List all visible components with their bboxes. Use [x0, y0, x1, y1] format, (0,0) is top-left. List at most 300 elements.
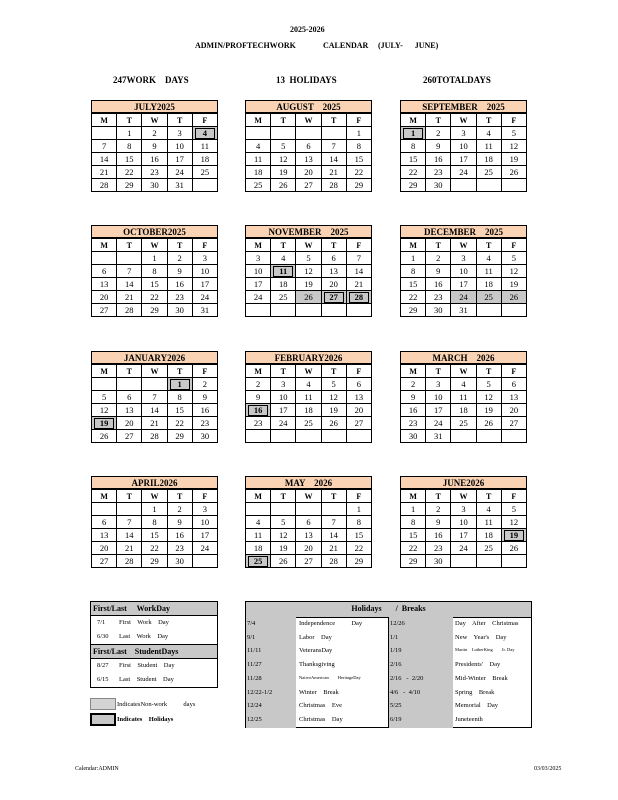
day-cell [92, 417, 117, 430]
day-cell: 14 [117, 278, 142, 291]
day-cell: 19 [296, 278, 321, 291]
day-cell: 10 [167, 140, 192, 153]
day-cell: 13 [117, 404, 142, 417]
day-cell: 14 [321, 153, 346, 166]
day-cell: 8 [346, 140, 371, 153]
day-cell: 13 [346, 391, 371, 404]
day-cell: 6 [346, 378, 371, 391]
day-cell: 24 [451, 291, 476, 304]
day-cell: 5 [271, 140, 296, 153]
day-cell: 11 [451, 391, 476, 404]
day-cell: 5 [476, 378, 501, 391]
break-date: 9/1 [247, 633, 256, 641]
day-cell: 27 [117, 430, 142, 443]
day-cell [92, 378, 117, 391]
day-cell: 20 [501, 404, 526, 417]
holiday-legend-swatch [90, 713, 116, 726]
day-cell: 9 [167, 516, 192, 529]
month-name: JANUARY2026 [91, 351, 218, 364]
day-cell: 31 [451, 304, 476, 317]
day-cell: 27 [346, 417, 371, 430]
day-cell: 18 [246, 542, 271, 555]
weekday-header: T [476, 365, 501, 378]
day-cell: 21 [321, 166, 346, 179]
student-label: Last Student Day [119, 676, 174, 683]
day-cell: 2 [246, 378, 271, 391]
day-cell: 9 [401, 391, 426, 404]
student-date: 6/15 [97, 676, 109, 683]
break-date: 7/4 [247, 620, 256, 627]
break-name: Presidents' Day [455, 661, 501, 669]
day-cell: 17 [451, 153, 476, 166]
breaks-right-dates-bg [389, 617, 453, 728]
day-cell: 23 [167, 542, 192, 555]
day-cell: 28 [321, 555, 346, 568]
day-cell: 12 [321, 391, 346, 404]
day-cell: 2 [401, 378, 426, 391]
day-cell: 19 [321, 404, 346, 417]
day-cell: 6 [321, 252, 346, 265]
day-cell: 10 [271, 391, 296, 404]
day-cell: 12 [271, 529, 296, 542]
day-cell: 29 [346, 555, 371, 568]
holiday-day: 19 [94, 418, 114, 429]
month-name: AUGUST 2025 [245, 100, 372, 113]
break-name: Labor Day [299, 633, 332, 641]
day-cell: 11 [476, 140, 501, 153]
day-cell: 30 [426, 304, 451, 317]
day-cell: 31 [192, 304, 217, 317]
weekday-header: M [92, 365, 117, 378]
day-cell: 15 [401, 278, 426, 291]
day-cell: 9 [142, 140, 167, 153]
break-date: 2/16 [390, 661, 402, 669]
month-name: FEBRUARY2026 [245, 351, 372, 364]
weekday-header: W [142, 239, 167, 252]
month-name: APRIL2026 [91, 476, 218, 489]
weekday-header: W [296, 114, 321, 127]
day-cell: 3 [451, 252, 476, 265]
month-calendar [400, 476, 527, 568]
day-cell: 12 [92, 404, 117, 417]
footer-calendar-label: Calendar:ADMIN [75, 766, 119, 772]
break-name: Winter Break [299, 688, 339, 696]
day-cell: 13 [501, 391, 526, 404]
day-cell: 29 [401, 179, 426, 192]
weekday-header: T [167, 490, 192, 503]
footer-date: 03/03/2025 [534, 766, 562, 772]
day-cell: 27 [92, 555, 117, 568]
weekday-header: M [246, 114, 271, 127]
day-cell: 19 [501, 153, 526, 166]
weekday-header: T [426, 239, 451, 252]
day-cell: 12 [501, 265, 526, 278]
day-cell: 30 [401, 430, 426, 443]
day-cell: 29 [167, 430, 192, 443]
break-date: 12/22-1/2 [247, 688, 273, 696]
day-cell: 5 [271, 516, 296, 529]
day-cell: 23 [401, 417, 426, 430]
weekday-header: T [271, 365, 296, 378]
day-cell: 10 [426, 391, 451, 404]
weekday-header: T [476, 490, 501, 503]
weekday-header: T [476, 239, 501, 252]
weekday-header: W [451, 239, 476, 252]
day-cell: 4 [271, 252, 296, 265]
day-cell: 25 [296, 417, 321, 430]
day-cell: 17 [451, 278, 476, 291]
weekday-header: F [501, 365, 526, 378]
break-date: 12/25 [247, 715, 262, 723]
day-cell: 28 [142, 430, 167, 443]
weekday-header: T [321, 114, 346, 127]
day-cell: 16 [167, 278, 192, 291]
break-name: Juneteenth [455, 715, 483, 723]
day-cell [401, 127, 426, 140]
day-cell: 17 [167, 153, 192, 166]
day-cell: 21 [142, 417, 167, 430]
day-cell: 4 [476, 503, 501, 516]
month-calendar [400, 100, 527, 192]
day-cell: 15 [346, 529, 371, 542]
day-cell: 8 [167, 391, 192, 404]
day-cell: 24 [246, 291, 271, 304]
break-date: 2/16 - 2/20 [390, 674, 424, 682]
day-cell [296, 304, 321, 317]
day-cell: 16 [192, 404, 217, 417]
day-cell: 10 [246, 265, 271, 278]
day-cell: 2 [167, 503, 192, 516]
break-name: Martin LutherKing Jr. Day [455, 647, 515, 653]
day-cell: 3 [192, 252, 217, 265]
day-cell [346, 291, 371, 304]
weekday-header: T [426, 365, 451, 378]
day-cell: 17 [451, 529, 476, 542]
day-cell: 1 [117, 127, 142, 140]
day-cell: 6 [296, 516, 321, 529]
day-cell: 22 [142, 542, 167, 555]
day-cell: 15 [142, 529, 167, 542]
workday-date: 7/1 [97, 619, 106, 626]
day-cell: 30 [142, 179, 167, 192]
month-calendar [245, 225, 372, 317]
day-cell: 13 [92, 278, 117, 291]
day-cell [501, 529, 526, 542]
weekday-header: F [346, 365, 371, 378]
day-cell: 3 [426, 378, 451, 391]
student-date: 8/27 [97, 662, 109, 669]
workday-rows [90, 616, 218, 645]
day-cell: 23 [426, 542, 451, 555]
day-cell [346, 430, 371, 443]
day-cell: 26 [321, 417, 346, 430]
day-cell: 14 [92, 153, 117, 166]
day-cell: 2 [192, 378, 217, 391]
weekday-header: T [117, 239, 142, 252]
month-calendar [91, 100, 218, 192]
break-name: Christmas Day [299, 715, 343, 723]
day-cell [501, 179, 526, 192]
break-name: NativeAmerican HeritageDay [299, 674, 361, 680]
weekday-header: T [426, 490, 451, 503]
day-cell: 15 [401, 153, 426, 166]
day-cell: 20 [117, 417, 142, 430]
break-date: 6/19 [390, 715, 402, 723]
day-cell: 2 [142, 127, 167, 140]
day-cell: 11 [296, 391, 321, 404]
day-cell: 21 [92, 166, 117, 179]
day-cell: 2 [426, 252, 451, 265]
month-name: DECEMBER 2025 [400, 225, 527, 238]
day-cell: 8 [117, 140, 142, 153]
student-rows [90, 659, 218, 688]
day-cell: 16 [167, 529, 192, 542]
day-cell: 5 [92, 391, 117, 404]
holiday-day: 28 [349, 292, 369, 303]
day-cell: 21 [346, 278, 371, 291]
weekday-header: T [271, 490, 296, 503]
day-cell: 18 [192, 153, 217, 166]
day-cell: 26 [271, 179, 296, 192]
day-cell: 18 [451, 404, 476, 417]
day-cell: 19 [271, 166, 296, 179]
day-cell [92, 252, 117, 265]
day-cell: 11 [476, 265, 501, 278]
day-cell: 31 [426, 430, 451, 443]
day-cell [346, 304, 371, 317]
break-date: 5/25 [390, 702, 402, 710]
day-cell [92, 127, 117, 140]
day-cell: 14 [142, 404, 167, 417]
day-cell: 27 [296, 555, 321, 568]
first-last-panel [90, 601, 218, 728]
weekday-header: T [117, 114, 142, 127]
break-date: 1/19 [390, 647, 402, 655]
day-cell: 13 [321, 265, 346, 278]
holiday-day: 11 [273, 266, 293, 277]
day-cell [246, 430, 271, 443]
day-cell: 17 [271, 404, 296, 417]
day-cell: 24 [426, 417, 451, 430]
holiday-day: 4 [195, 128, 215, 139]
day-cell: 5 [321, 378, 346, 391]
day-cell [192, 555, 217, 568]
day-cell: 13 [296, 153, 321, 166]
day-cell: 15 [167, 404, 192, 417]
day-cell: 9 [426, 516, 451, 529]
month-calendar [245, 351, 372, 443]
day-cell: 10 [451, 265, 476, 278]
day-cell: 19 [501, 278, 526, 291]
day-cell: 1 [401, 252, 426, 265]
day-cell: 29 [142, 304, 167, 317]
weekday-header: T [167, 365, 192, 378]
day-cell: 16 [401, 404, 426, 417]
day-cell: 17 [246, 278, 271, 291]
break-date: 11/27 [247, 661, 262, 669]
day-cell: 3 [451, 127, 476, 140]
day-cell: 6 [117, 391, 142, 404]
day-cell: 28 [117, 555, 142, 568]
month-calendar [91, 225, 218, 317]
holidays-breaks-panel [245, 601, 532, 728]
holiday-day: 27 [324, 292, 344, 303]
day-cell [321, 127, 346, 140]
day-cell: 21 [117, 542, 142, 555]
day-cell [117, 503, 142, 516]
day-cell [271, 127, 296, 140]
day-cell: 15 [346, 153, 371, 166]
day-cell: 4 [476, 252, 501, 265]
day-cell: 17 [192, 278, 217, 291]
day-cell: 30 [426, 179, 451, 192]
weekday-header: W [296, 490, 321, 503]
day-cell: 17 [192, 529, 217, 542]
day-cell: 24 [271, 417, 296, 430]
day-cell: 20 [296, 166, 321, 179]
day-cell: 7 [321, 140, 346, 153]
day-cell [501, 304, 526, 317]
day-cell: 25 [271, 291, 296, 304]
month-calendar [400, 351, 527, 443]
day-cell: 16 [426, 153, 451, 166]
day-cell: 29 [117, 179, 142, 192]
holiday-day: 19 [504, 530, 524, 541]
day-cell: 25 [451, 417, 476, 430]
day-cell [296, 127, 321, 140]
break-name: Christmas Eve [299, 702, 342, 710]
calendar-title-mid: CALENDAR [323, 41, 369, 50]
day-cell: 11 [476, 516, 501, 529]
day-cell: 24 [192, 542, 217, 555]
workday-date: 6/30 [97, 633, 109, 640]
day-cell [476, 179, 501, 192]
month-name: SEPTEMBER 2025 [400, 100, 527, 113]
break-name: Memorial Day [455, 702, 498, 710]
weekday-header: F [346, 114, 371, 127]
day-cell: 27 [92, 304, 117, 317]
day-cell [501, 430, 526, 443]
day-cell: 9 [192, 391, 217, 404]
day-cell [451, 430, 476, 443]
day-cell: 4 [476, 127, 501, 140]
day-cell: 9 [246, 391, 271, 404]
day-cell: 4 [246, 140, 271, 153]
day-cell: 24 [451, 166, 476, 179]
break-name: Day After Christmas [455, 620, 519, 627]
day-cell: 28 [321, 179, 346, 192]
day-cell: 8 [401, 140, 426, 153]
day-cell: 22 [142, 291, 167, 304]
day-cell [192, 127, 217, 140]
day-cell: 23 [142, 166, 167, 179]
day-cell: 26 [501, 291, 526, 304]
day-cell: 3 [451, 503, 476, 516]
day-cell: 10 [192, 516, 217, 529]
day-cell: 22 [346, 166, 371, 179]
day-cell: 25 [246, 179, 271, 192]
weekday-header: T [117, 490, 142, 503]
day-cell: 25 [476, 166, 501, 179]
weekday-header: M [246, 239, 271, 252]
day-cell: 24 [192, 291, 217, 304]
day-cell: 30 [167, 304, 192, 317]
day-cell: 23 [167, 291, 192, 304]
day-cell: 18 [246, 166, 271, 179]
day-cell: 3 [246, 252, 271, 265]
weekday-header: T [167, 239, 192, 252]
day-cell: 23 [192, 417, 217, 430]
day-cell: 24 [451, 542, 476, 555]
break-date: 11/28 [247, 674, 262, 682]
weekday-header: M [92, 239, 117, 252]
weekday-header: F [192, 114, 217, 127]
day-cell: 1 [142, 503, 167, 516]
day-cell: 25 [192, 166, 217, 179]
day-cell: 1 [346, 503, 371, 516]
day-cell [117, 252, 142, 265]
day-cell [501, 555, 526, 568]
workday-label: First Work Day [119, 619, 169, 626]
weekday-header: F [501, 490, 526, 503]
day-cell: 18 [476, 278, 501, 291]
day-cell: 13 [92, 529, 117, 542]
day-cell: 19 [271, 542, 296, 555]
day-cell: 22 [117, 166, 142, 179]
day-cell [92, 503, 117, 516]
day-cell: 23 [426, 166, 451, 179]
day-cell [271, 503, 296, 516]
day-cell [246, 304, 271, 317]
weekday-header: T [271, 239, 296, 252]
day-cell: 8 [142, 265, 167, 278]
day-cell: 26 [476, 417, 501, 430]
holiday-day: 1 [403, 128, 423, 139]
day-cell: 15 [401, 529, 426, 542]
day-cell: 1 [401, 503, 426, 516]
calendar-title-range: (JULY- JUNE) [378, 41, 439, 50]
day-cell: 22 [346, 542, 371, 555]
day-cell: 7 [92, 140, 117, 153]
day-cell: 22 [401, 542, 426, 555]
day-cell [476, 304, 501, 317]
break-name: Independence Day [299, 620, 363, 627]
day-cell: 26 [296, 291, 321, 304]
day-cell: 16 [426, 278, 451, 291]
student-label: First Student Day [119, 662, 175, 669]
day-cell: 14 [117, 529, 142, 542]
day-cell: 7 [117, 516, 142, 529]
day-cell: 28 [117, 304, 142, 317]
weekday-header: T [321, 490, 346, 503]
day-cell: 7 [321, 516, 346, 529]
day-cell: 26 [501, 542, 526, 555]
weekday-header: W [142, 114, 167, 127]
break-name: New Year's Day [455, 633, 507, 641]
weekday-header: T [271, 114, 296, 127]
weekday-header: M [246, 490, 271, 503]
day-cell: 11 [246, 529, 271, 542]
day-cell: 29 [401, 555, 426, 568]
day-cell: 6 [501, 378, 526, 391]
weekday-header: W [451, 114, 476, 127]
day-cell: 25 [476, 542, 501, 555]
month-calendar [91, 351, 218, 443]
holiday-day: 1 [170, 379, 190, 390]
day-cell [271, 304, 296, 317]
weekday-header: F [192, 239, 217, 252]
day-cell: 6 [296, 140, 321, 153]
